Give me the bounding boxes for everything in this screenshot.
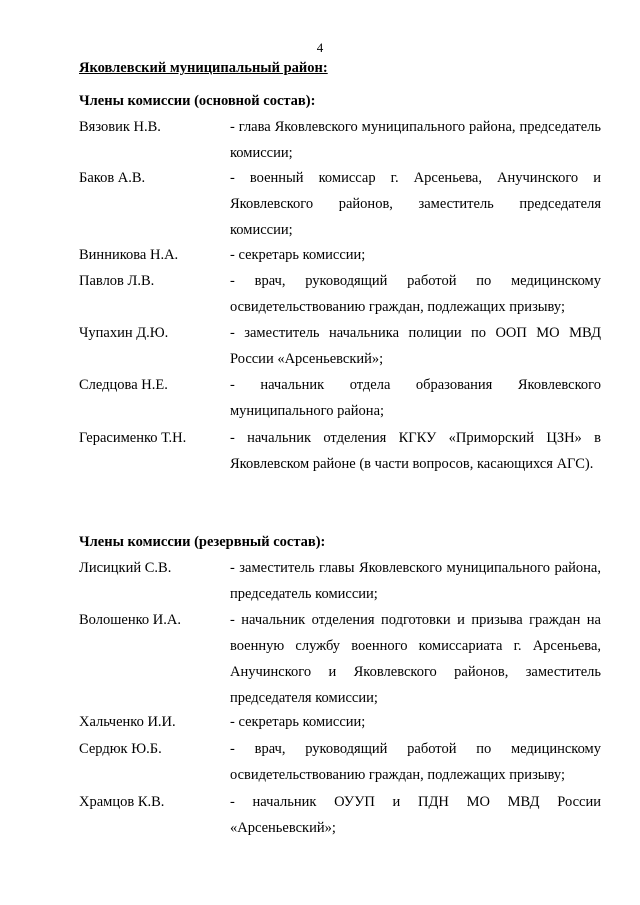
member-name: Герасименко Т.Н. (79, 430, 187, 446)
reserve-section-heading: Члены комиссии (резервный состав): (79, 534, 326, 550)
member-role: - начальник ОУУП и ПДН МО МВД России «Арсеньевский»; (230, 794, 601, 836)
member-name: Волошенко И.А. (79, 612, 181, 628)
member-name: Сердюк Ю.Б. (79, 741, 162, 757)
member-row (79, 555, 601, 607)
member-row (79, 165, 601, 243)
member-name: Павлов Л.В. (79, 273, 155, 289)
main-section-heading: Члены комиссии (основной состав): (79, 93, 316, 109)
member-role: - начальник отделения КГКУ «Приморский ЦЗН» в Яковлевском районе (в части вопросов, касающихся АГС). (230, 430, 601, 472)
member-name: Храмцов К.В. (79, 794, 165, 810)
member-row (79, 242, 601, 268)
member-role: - глава Яковлевского муниципального района, председатель комиссии; (230, 119, 601, 161)
member-name: Винникова Н.А. (79, 247, 179, 263)
member-name: Хальченко И.И. (79, 714, 176, 730)
member-row (79, 709, 601, 735)
member-role: - начальник отдела образования Яковлевского муниципального района; (230, 377, 601, 419)
district-title: Яковлевский муниципальный район: (79, 60, 328, 76)
member-role: - врач, руководящий работой по медицинскому освидетельствованию граждан, подлежащих призыву; (230, 741, 601, 783)
page-number: 4 (316, 40, 324, 55)
member-row (79, 425, 601, 477)
member-row (79, 268, 601, 320)
member-row (79, 320, 601, 372)
member-name: Лисицкий С.В. (79, 560, 172, 576)
member-name: Вязовик Н.В. (79, 119, 161, 135)
member-role: - военный комиссар г. Арсеньева, Анучинского и Яковлевского районов, заместитель председателя комиссии; (230, 170, 601, 238)
member-role: - начальник отделения подготовки и призыва граждан на военную службу военного комиссариата г. Арсеньева, Анучинского и Яковлевского районов, заместитель председателя комиссии; (230, 612, 601, 706)
member-name: Баков А.В. (79, 170, 146, 186)
member-row (79, 607, 601, 711)
member-role: - врач, руководящий работой по медицинскому освидетельствованию граждан, подлежащих призыву; (230, 273, 601, 315)
member-role: - заместитель главы Яковлевского муниципального района, председатель комиссии; (230, 560, 601, 602)
member-row (79, 372, 601, 424)
member-row (79, 736, 601, 788)
member-row (79, 789, 601, 841)
member-name: Следцова Н.Е. (79, 377, 168, 393)
member-name: Чупахин Д.Ю. (79, 325, 169, 341)
member-role: - секретарь комиссии; (230, 247, 366, 263)
member-role: - заместитель начальника полиции по ООП МО МВД России «Арсеньевский»; (230, 325, 601, 367)
member-role: - секретарь комиссии; (230, 714, 366, 730)
member-row (79, 114, 601, 166)
